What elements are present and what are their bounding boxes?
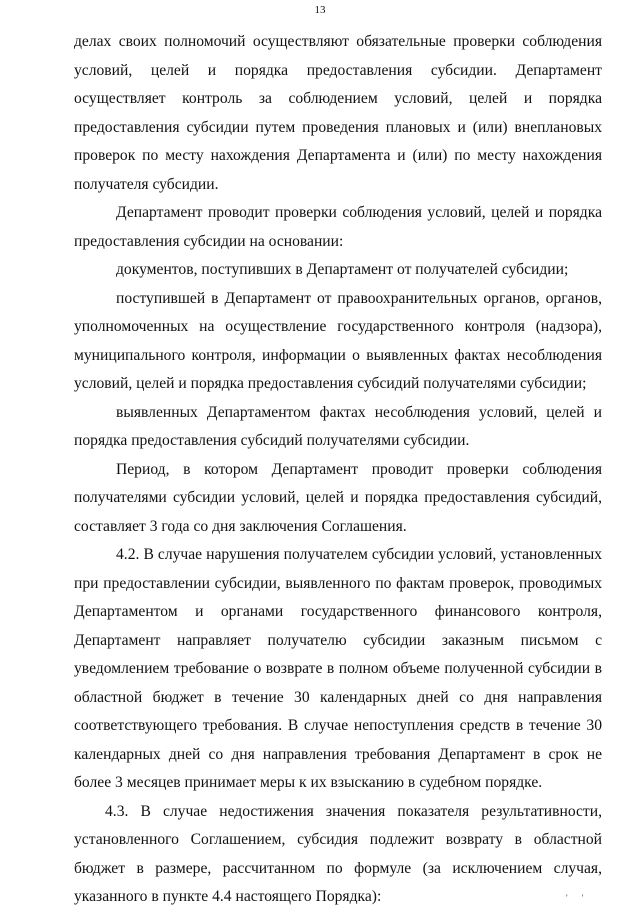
paragraph-inspection-basis: Департамент проводит проверки соблюдения условий, целей и порядка предоставления субсидии на основании:	[74, 204, 602, 250]
paragraph-inspection-period: Период, в котором Департамент проводит проверки соблюдения получателями субсидии условий, целей и порядка предоставления субсидий, составляет 3 года со дня заключения Соглашения.	[74, 460, 602, 535]
paragraph-basis-facts: выявленных Департаментом фактах несоблюдения условий, целей и порядка предоставления субсидий получателями субсидии.	[74, 403, 602, 449]
paragraph-continuation: делах своих полномочий осуществляют обязательные проверки соблюдения условий, целей и порядка предоставления субсидии. Департамент осуществляет контроль за соблюдением условий, целей и порядка предоставления субсидии путем проведения плановых и (или) внеплановых проверок по месту нахождения Департамента и (или) по месту нахождения получателя субсидии.	[74, 33, 602, 193]
footer-marks: ' '	[566, 893, 590, 903]
paragraph-basis-information: поступившей в Департамент от правоохранительных органов, органов, уполномоченных на осуществление государственного контроля (надзора), муниципального контроля, информации о выявленных фактах несоблюдения условий, целей и порядка предоставления субсидий получателями субсидии;	[74, 289, 602, 392]
page-number: 13	[314, 4, 326, 16]
paragraph-section-4-3: 4.3. В случае недостижения значения показателя результативности, установленного Соглашением, субсидия подлежит возврату в областной бюджет в размере, рассчитанном по формуле (за исключением случая, указанного в пункте 4.4 настоящего Порядка):	[74, 802, 602, 905]
paragraph-basis-documents: документов, поступивших в Департамент от получателей субсидии;	[116, 261, 569, 278]
paragraph-section-4-2: 4.2. В случае нарушения получателем субсидии условий, установленных при предоставлении субсидии, выявленного по фактам проверок, проводимых Департаментом и органами государственного финансового контроля, Департамент направляет получателю субсидии заказным письмом с уведомлением требование о возврате в полном объеме полученной субсидии в областной бюджет в течение 30 календарных дней со дня направления соответствующего требования. В случае непоступления средств в течение 30 календарных дней со дня направления требования Департамент в срок не более 3 месяцев принимает меры к их взысканию в судебном порядке.	[74, 546, 602, 791]
document-body	[74, 28, 602, 912]
